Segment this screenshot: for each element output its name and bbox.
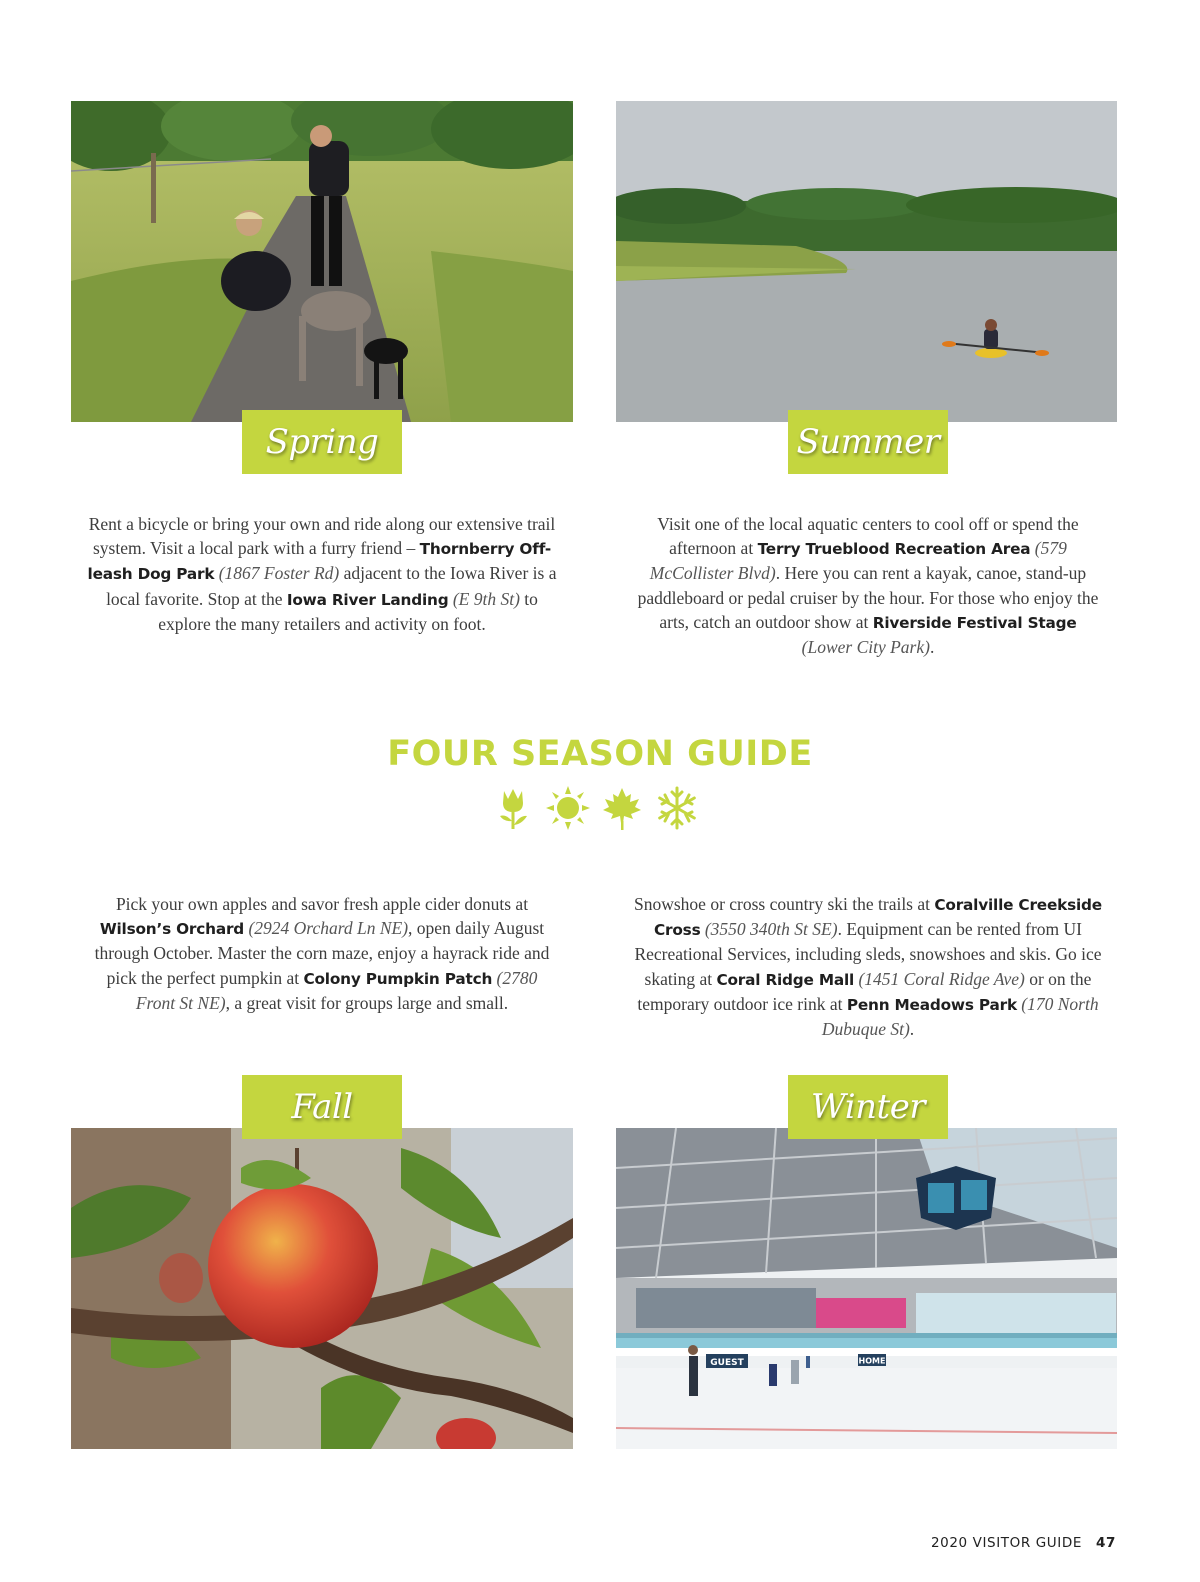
text-run: . Here you can rent a kayak, canoe, stand-up paddleboard or pedal cruiser by the hour. For those who enjoy the arts, catch an outdoor show at: [637, 563, 1099, 632]
summer-label: Summer: [788, 410, 948, 474]
venue-name: Coralville Creekside Cross: [653, 896, 1102, 940]
venue-name: Wilson’s Orchard: [99, 920, 245, 939]
venue-name: Penn Meadows Park: [846, 995, 1017, 1014]
winter-description: [633, 892, 1103, 1041]
venue-name: Coral Ridge Mall: [716, 970, 855, 989]
winter-label: Winter: [788, 1075, 948, 1139]
venue-name: Thornberry Off-leash Dog Park: [87, 540, 552, 584]
venue-address: (Lower City Park): [801, 637, 930, 658]
text-run: to explore the many retailers and activity on foot.: [158, 588, 538, 634]
text-run: Rent a bicycle or bring your own and ride along our extensive trail system. Visit a local park with a furry friend –: [88, 514, 556, 559]
snowflake-icon: [654, 785, 700, 831]
text-run: . Equipment can be rented from UI Recreational Services, including sleds, snowshoes and skis. Go ice skating at: [634, 919, 1102, 989]
fall-label: Fall: [242, 1075, 402, 1139]
venue-address: (1451 Coral Ridge Ave): [858, 968, 1025, 989]
summer-photo: [616, 101, 1117, 422]
text-run: , a great visit for groups large and small.: [225, 992, 509, 1013]
venue-name: Colony Pumpkin Patch: [303, 969, 493, 988]
text-run: .: [929, 637, 935, 658]
season-icons: [490, 785, 700, 833]
guest-sign: GUEST: [710, 1358, 744, 1368]
venue-address: (2924 Orchard Ln NE): [248, 918, 409, 939]
venue-name: Iowa River Landing: [286, 590, 449, 609]
venue-address: (1867 Foster Rd): [218, 563, 340, 584]
venue-name: Riverside Festival Stage: [872, 613, 1077, 632]
guide-title: FOUR SEASON GUIDE: [387, 734, 813, 774]
venue-address: (579 McCollister Blvd): [649, 538, 1067, 584]
fall-photo: [71, 1128, 573, 1449]
maple-leaf-icon: [599, 785, 645, 831]
text-run: .: [909, 1019, 915, 1040]
text-run: Visit one of the local aquatic centers to cool off or spend the afternoon at: [657, 514, 1079, 559]
text-run: or on the temporary outdoor ice rink at: [637, 968, 1092, 1014]
home-sign: HOME: [858, 1356, 886, 1366]
footer-label: 2020 VISITOR GUIDE: [930, 1535, 1082, 1551]
summer-description: [633, 512, 1103, 659]
tulip-icon: [490, 785, 536, 831]
fall-description: [87, 892, 557, 1015]
venue-address: (2780 Front St NE): [135, 967, 538, 1013]
text-run: , open daily August through October. Master the corn maze, enjoy a hayrack ride and pick the perfect pumpkin at: [94, 918, 550, 988]
spring-label: Spring: [242, 410, 402, 474]
text-run: Snowshoe or cross country ski the trails at: [634, 894, 935, 914]
venue-name: Terry Trueblood Recreation Area: [757, 540, 1031, 559]
spring-description: [87, 512, 557, 636]
venue-address: (170 North Dubuque St): [821, 993, 1099, 1040]
spring-photo: [71, 101, 573, 422]
text-run: adjacent to the Iowa River is a local favorite. Stop at the: [106, 563, 557, 609]
sun-icon: [545, 785, 591, 831]
text-run: Pick your own apples and savor fresh apple cider donuts at: [115, 894, 529, 914]
page-number: 47: [1096, 1535, 1116, 1551]
page-footer: [931, 1535, 1116, 1551]
venue-address: (3550 340th St SE): [704, 919, 838, 940]
venue-address: (E 9th St): [452, 588, 520, 609]
winter-photo: [616, 1128, 1117, 1449]
